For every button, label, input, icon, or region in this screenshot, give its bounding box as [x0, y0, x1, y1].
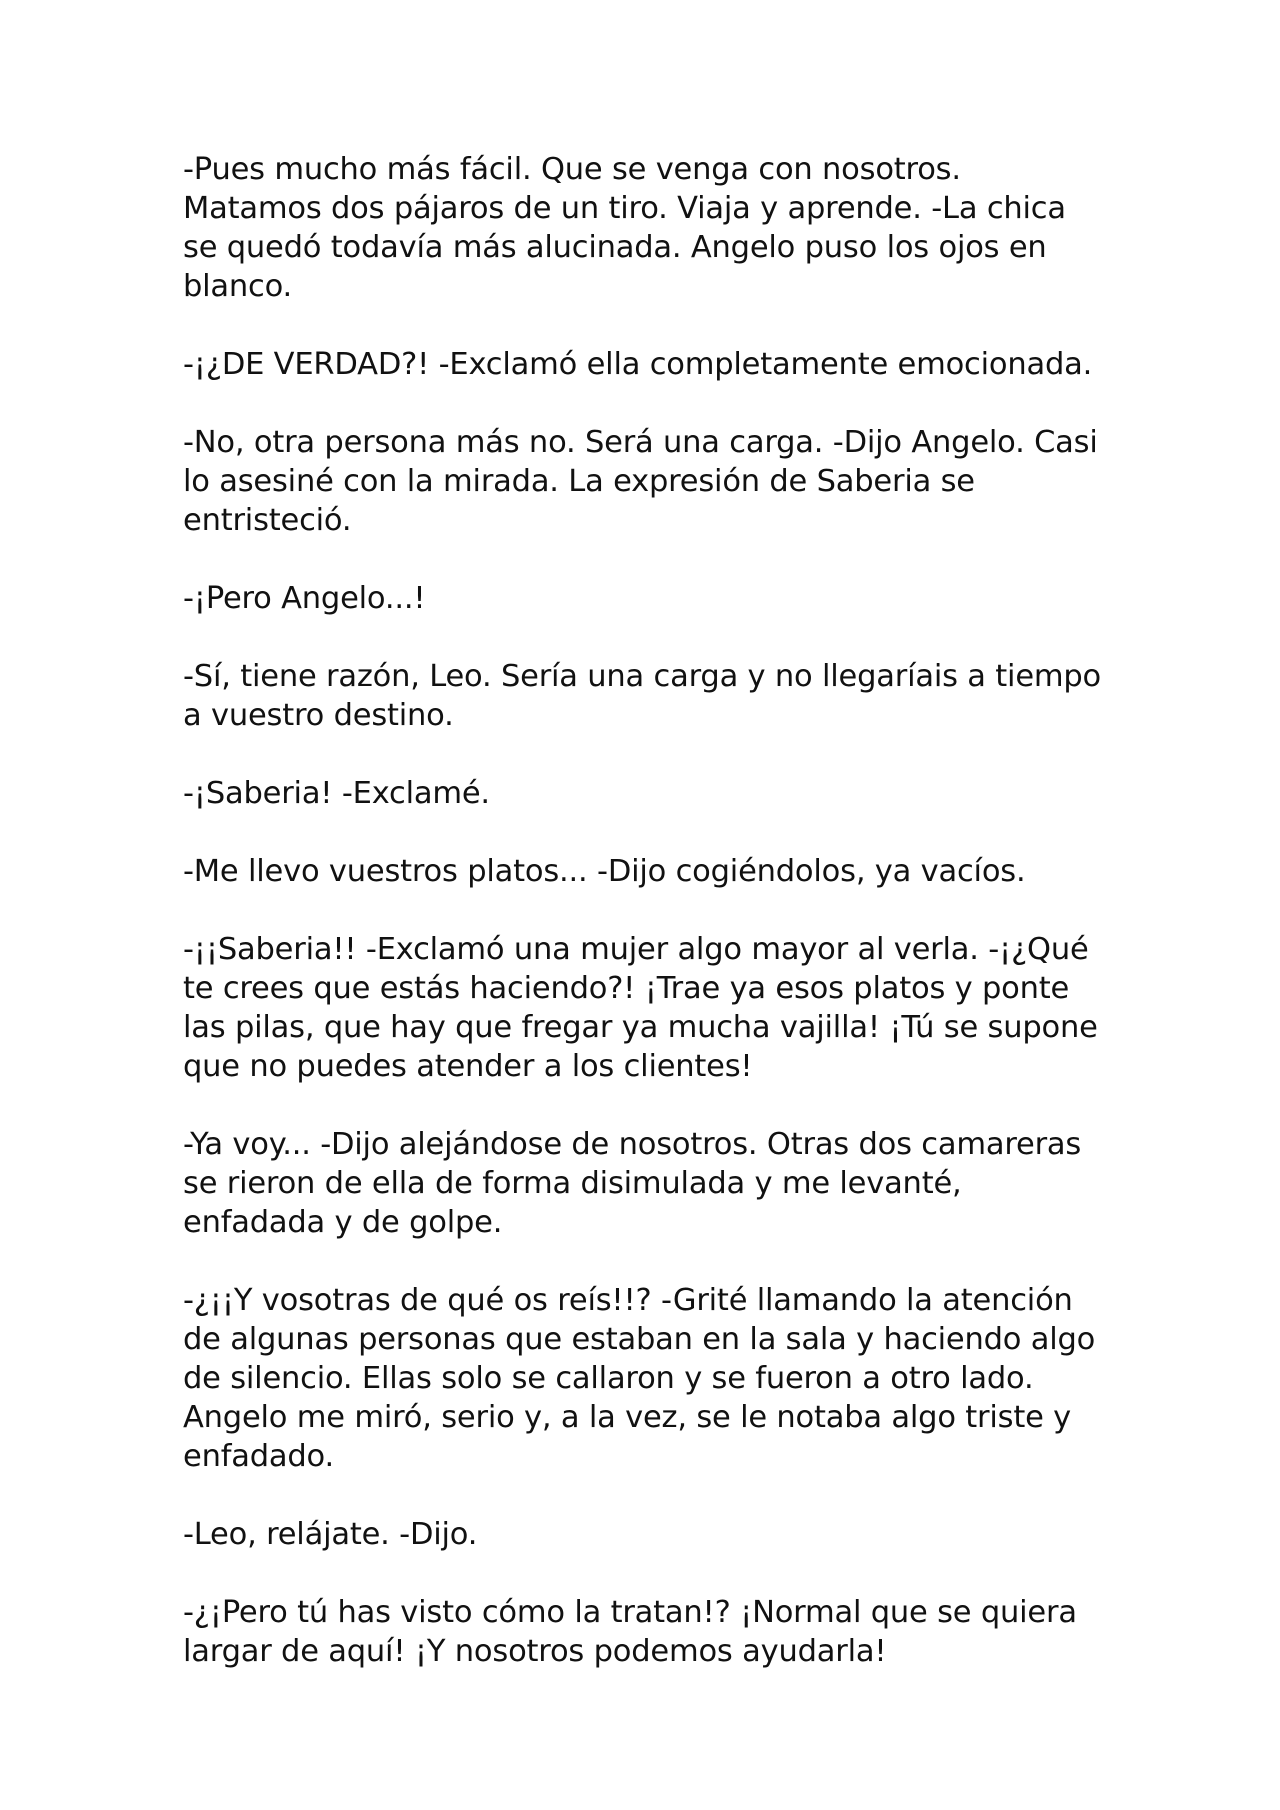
- paragraph: -Pues mucho más fácil. Que se venga con nosotros. Matamos dos pájaros de un tiro. Viaja y aprende. -La chica se quedó todavía más alucinada. Angelo puso los ojos en blanco.: [183, 152, 1066, 304]
- paragraph: -¡Pero Angelo...!: [183, 581, 426, 616]
- paragraph: -Leo, relájate. -Dijo.: [183, 1517, 478, 1552]
- paragraph: -Me llevo vuestros platos... -Dijo cogiéndolos, ya vacíos.: [183, 854, 1026, 889]
- document-body: [183, 150, 1103, 1671]
- paragraph: -Ya voy... -Dijo alejándose de nosotros. Otras dos camareras se rieron de ella de forma disimulada y me levanté, enfadada y de golpe.: [183, 1127, 1082, 1240]
- paragraph: -¡¡Saberia!! -Exclamó una mujer algo mayor al verla. -¡¿Qué te crees que estás haciendo?! ¡Trae ya esos platos y ponte las pilas, que hay que fregar ya mucha vajilla! ¡Tú se supone que no puedes atender a los clientes!: [183, 932, 1098, 1084]
- paragraph: -¿¡Pero tú has visto cómo la tratan!? ¡Normal que se quiera largar de aquí! ¡Y nosotros podemos ayudarla!: [183, 1595, 1077, 1669]
- paragraph: -No, otra persona más no. Será una carga. -Dijo Angelo. Casi lo asesiné con la mirada. La expresión de Saberia se entristeció.: [183, 425, 1098, 538]
- paragraph: -¡Saberia! -Exclamé.: [183, 776, 490, 811]
- paragraph: -Sí, tiene razón, Leo. Sería una carga y no llegaríais a tiempo a vuestro destino.: [183, 659, 1102, 733]
- paragraph: -¿¡¡Y vosotras de qué os reís!!? -Grité llamando la atención de algunas personas que estaban en la sala y haciendo algo de silencio. Ellas solo se callaron y se fueron a otro lado. Angelo me miró, serio y, a la vez, se le notaba algo triste y enfadado.: [183, 1283, 1096, 1474]
- paragraph: -¡¿DE VERDAD?! -Exclamó ella completamente emocionada.: [183, 347, 1093, 382]
